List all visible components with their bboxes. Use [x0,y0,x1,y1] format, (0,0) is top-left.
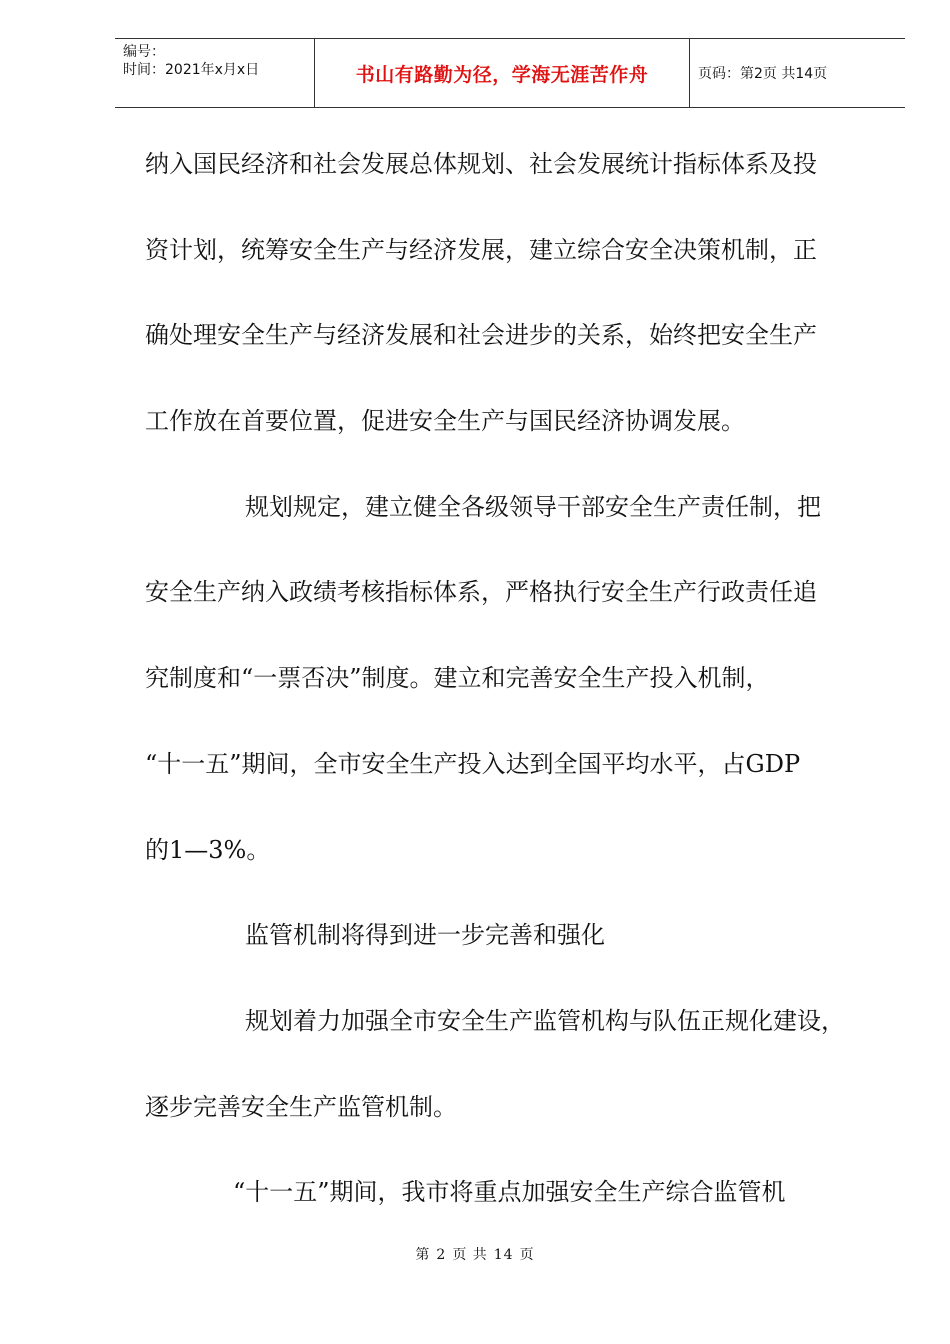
body-line: 安全生产纳入政绩考核指标体系，严格执行安全生产行政责任追 [145,578,817,607]
header-meta [115,39,315,107]
document-number-label: 编号： [123,44,165,60]
header-page-info-cell [690,39,905,107]
footer-page-suffix: 页 [519,1247,535,1263]
body-line: 的1—3%。 [145,835,271,864]
footer-page-prefix: 第 [415,1247,431,1263]
body-line: 规划规定，建立健全各级领导干部安全生产责任制，把 [245,492,821,521]
document-body [145,138,865,1252]
body-line: 确处理安全生产与经济发展和社会进步的关系，始终把安全生产 [145,321,817,350]
document-time-label: 时间：2021年x月x日 [123,62,260,78]
footer-page-total: 14 [493,1247,514,1263]
body-line: 究制度和“一票否决”制度。建立和完善安全生产投入机制， [145,664,770,693]
header-motto: 书山有路勤为径，学海无涯苦作舟 [355,63,649,86]
body-line: 资计划，统筹安全生产与经济发展，建立综合安全决策机制，正 [145,235,817,264]
body-line: 工作放在首要位置，促进安全生产与国民经济协调发展。 [145,407,745,436]
body-line: “十一五”期间，我市将重点加强安全生产综合监管机 [233,1178,786,1207]
section-heading: 监管机制将得到进一步完善和强化 [245,921,605,950]
header-motto-cell [315,39,690,107]
page-footer [0,1244,950,1264]
footer-page-mid: 页 共 [452,1247,488,1263]
body-line: “十一五”期间，全市安全生产投入达到全国平均水平，占GDP [145,749,801,778]
header-page-info: 页码：第2页 共14页 [698,66,828,82]
body-line: 规划着力加强全市安全生产监管机构与队伍正规化建设， [245,1006,845,1035]
body-line: 纳入国民经济和社会发展总体规划、社会发展统计指标体系及投 [145,150,817,178]
body-line: 逐步完善安全生产监管机制。 [145,1092,457,1121]
footer-page-number: 2 [436,1247,447,1263]
page-header [115,38,905,108]
